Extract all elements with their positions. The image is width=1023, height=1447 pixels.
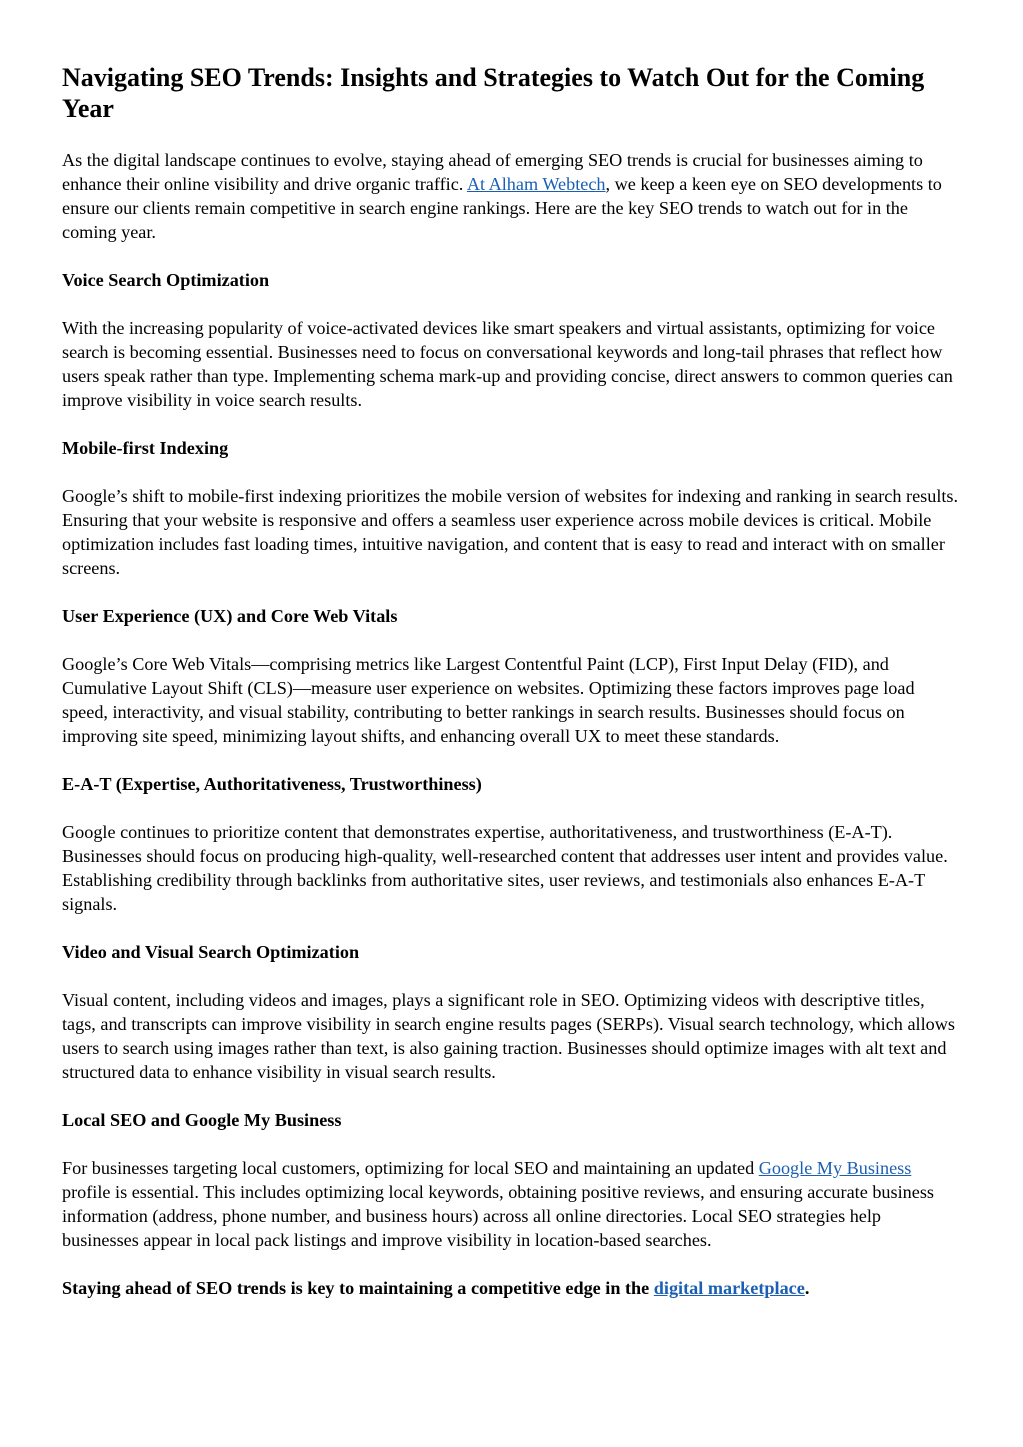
google-my-business-link[interactable]: Google My Business	[758, 1158, 912, 1178]
section-body-local-seo	[62, 1156, 962, 1252]
section-body-video-visual: Visual content, including videos and images, plays a significant role in SEO. Optimizing videos with descriptive titles, tags, and transcripts can improve visibility in search engine results pages (SERPs). Visual search technology, which allows users to search using images rather than text, is also gaining traction. Businesses should optimize images with alt text and structured data to enhance visibility in visual search results.	[62, 990, 955, 1082]
section-heading-mobile-first: Mobile-first Indexing	[62, 438, 229, 458]
section-heading-local-seo: Local SEO and Google My Business	[62, 1110, 342, 1130]
section-body-mobile-first: Google’s shift to mobile-first indexing prioritizes the mobile version of websites for indexing and ranking in search results. Ensuring that your website is responsive and offers a seamless user experience across mobile devices is critical. Mobile optimization includes fast loading times, intuitive navigation, and content that is easy to read and interact with on smaller screens.	[62, 486, 959, 578]
intro-text-end: , we keep a keen eye on SEO developments to ensure our clients remain competitive in search engine rankings. Here are the key SEO trends to watch out for in the coming year.	[62, 174, 942, 242]
section-heading-voice-search: Voice Search Optimization	[62, 270, 270, 290]
closing-text-end: .	[804, 1278, 810, 1298]
digital-marketplace-link[interactable]: digital marketplace	[653, 1278, 805, 1298]
section-body-voice-search: With the increasing popularity of voice-activated devices like smart speakers and virtual assistants, optimizing for voice search is becoming essential. Businesses need to focus on conversational keywords and long-tail phrases that reflect how users speak rather than type. Implementing schema mark-up and providing concise, direct answers to common queries can improve visibility in voice search results.	[62, 318, 953, 410]
intro-text-start: As the digital landscape continues to evolve, staying ahead of emerging SEO trends is crucial for businesses aiming to enhance their online visibility and drive organic traffic.	[62, 150, 923, 194]
closing-statement	[62, 1276, 962, 1300]
document-page	[62, 62, 962, 1300]
local-text-end: profile is essential. This includes optimizing local keywords, obtaining positive reviews, and ensuring accurate business information (address, phone number, and business hours) across all online directories. Local SEO strategies help businesses appear in local pack listings and improve visibility in location-based searches.	[62, 1182, 934, 1250]
alham-webtech-link[interactable]: At Alham Webtech	[466, 174, 606, 194]
section-heading-eat: E-A-T (Expertise, Authoritativeness, Trustworthiness)	[62, 774, 482, 794]
section-body-eat: Google continues to prioritize content that demonstrates expertise, authoritativeness, and trustworthiness (E-A-T). Businesses should focus on producing high-quality, well-researched content that addresses user intent and provides value. Establishing credibility through backlinks from authoritative sites, user reviews, and testimonials also enhances E-A-T signals.	[62, 822, 948, 914]
closing-text-start: Staying ahead of SEO trends is key to maintaining a competitive edge in the	[62, 1278, 654, 1298]
document-title: Navigating SEO Trends: Insights and Strategies to Watch Out for the Coming Year	[62, 63, 925, 123]
section-heading-video-visual: Video and Visual Search Optimization	[62, 942, 360, 962]
intro-paragraph	[62, 148, 962, 244]
section-heading-ux-core-web-vitals: User Experience (UX) and Core Web Vitals	[62, 606, 398, 626]
section-body-ux-core-web-vitals: Google’s Core Web Vitals—comprising metrics like Largest Contentful Paint (LCP), First Input Delay (FID), and Cumulative Layout Shift (CLS)—measure user experience on websites. Optimizing these factors improves page load speed, interactivity, and visual stability, contributing to better rankings in search results. Businesses should focus on improving site speed, minimizing layout shifts, and enhancing overall UX to meet these standards.	[62, 654, 915, 746]
local-text-start: For businesses targeting local customers, optimizing for local SEO and maintaining an updated	[62, 1158, 759, 1178]
